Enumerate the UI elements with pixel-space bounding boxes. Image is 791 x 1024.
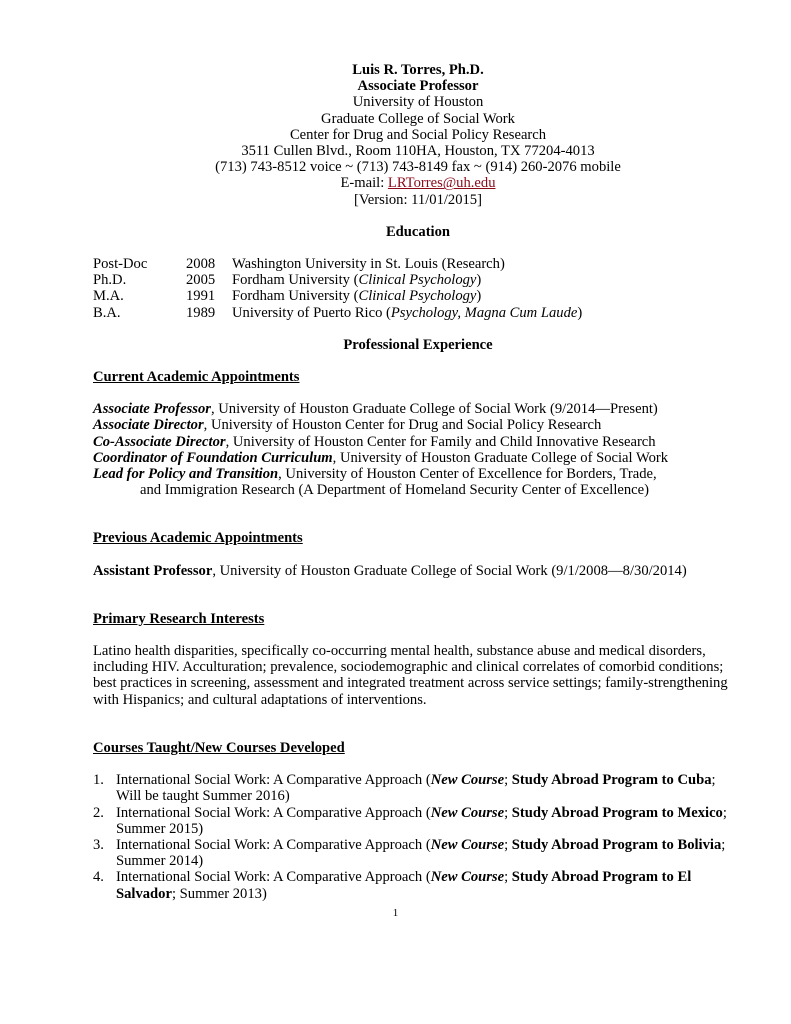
university: University of Houston <box>352 94 484 111</box>
degree: B.A. <box>93 304 121 321</box>
school: Fordham University (Clinical Psychology) <box>232 272 482 289</box>
year: 2005 <box>186 272 216 289</box>
email-label: E-mail: <box>340 175 388 192</box>
degree: Post-Doc <box>93 256 148 273</box>
courses-heading: Courses Taught/New Courses Developed <box>93 739 345 756</box>
experience-heading: Professional Experience <box>343 336 493 353</box>
education-row <box>93 305 743 321</box>
year: 1991 <box>186 288 216 305</box>
education-heading: Education <box>385 223 451 240</box>
appointment: Associate Professor, University of Houston Graduate College of Social Work (9/2014—Present) <box>93 401 658 418</box>
previous-appointments-heading: Previous Academic Appointments <box>93 530 303 547</box>
email-link[interactable]: LRTorres@uh.edu <box>387 175 496 192</box>
page-number: 1 <box>392 907 399 919</box>
course-item: 1. International Social Work: A Comparative Approach (New Course; Study Abroad Program to Cuba; Will be taught Summer 2016) <box>93 772 716 805</box>
research-heading: Primary Research Interests <box>93 610 265 627</box>
course-item: 3. International Social Work: A Comparative Approach (New Course; Study Abroad Program to Bolivia; Summer 2014) <box>93 836 726 870</box>
appointment: Coordinator of Foundation Curriculum, University of Houston Graduate College of Social Work <box>93 449 669 466</box>
appointment-continuation: and Immigration Research (A Department of Homeland Security Center of Excellence) <box>140 482 649 499</box>
college: Graduate College of Social Work <box>321 110 515 127</box>
address: 3511 Cullen Blvd., Room 110HA, Houston, TX 77204-4013 <box>241 143 595 160</box>
version: [Version: 11/01/2015] <box>354 191 482 208</box>
cv-page <box>93 62 743 902</box>
year: 2008 <box>186 256 216 273</box>
school: Washington University in St. Louis (Research) <box>232 256 505 273</box>
appointment: Lead for Policy and Transition, University of Houston Center of Excellence for Borders, Trade, <box>93 466 657 483</box>
education-row <box>93 272 743 288</box>
school: Fordham University (Clinical Psychology) <box>232 288 482 305</box>
research-text: Latino health disparities, specifically co-occurring mental health, substance abuse and medical disorders, including HIV. Acculturation; prevalence, sociodemographic and clinical correlates of comorbid conditions; best practices in screening, assessment and integrated treatment across service settings; family-strengthening with Hispanics; and cultural adaptations of interventions. <box>93 643 728 708</box>
course-item: 4. International Social Work: A Comparative Approach (New Course; Study Abroad Program to El Salvador; Summer 2013) <box>93 869 692 902</box>
courses-list <box>93 772 743 902</box>
appointment: Associate Director, University of Houston Center for Drug and Social Policy Research <box>93 417 602 434</box>
school: University of Puerto Rico (Psychology, Magna Cum Laude) <box>232 304 583 321</box>
phone-numbers: (713) 743-8512 voice ~ (713) 743-8149 fax ~ (914) 260-2076 mobile <box>215 159 621 176</box>
author-name: Luis R. Torres, Ph.D. <box>352 62 484 78</box>
center: Center for Drug and Social Policy Research <box>289 126 547 143</box>
current-appointments-heading: Current Academic Appointments <box>93 369 300 386</box>
previous-appointment: Assistant Professor, University of Houston Graduate College of Social Work (9/1/2008—8/30/2014) <box>93 562 687 579</box>
appointment: Co-Associate Director, University of Houston Center for Family and Child Innovative Research <box>93 433 656 450</box>
author-title: Associate Professor <box>357 78 479 95</box>
year: 1989 <box>186 304 216 321</box>
education-list <box>93 256 743 321</box>
degree: M.A. <box>93 288 124 305</box>
email-line <box>93 175 743 191</box>
degree: Ph.D. <box>93 272 127 289</box>
cv-header <box>93 62 743 208</box>
education-row <box>93 256 743 272</box>
education-row <box>93 288 743 304</box>
course-item: 2. International Social Work: A Comparative Approach (New Course; Study Abroad Program to Mexico; Summer 2015) <box>93 804 727 837</box>
current-appointments-list <box>93 401 743 498</box>
